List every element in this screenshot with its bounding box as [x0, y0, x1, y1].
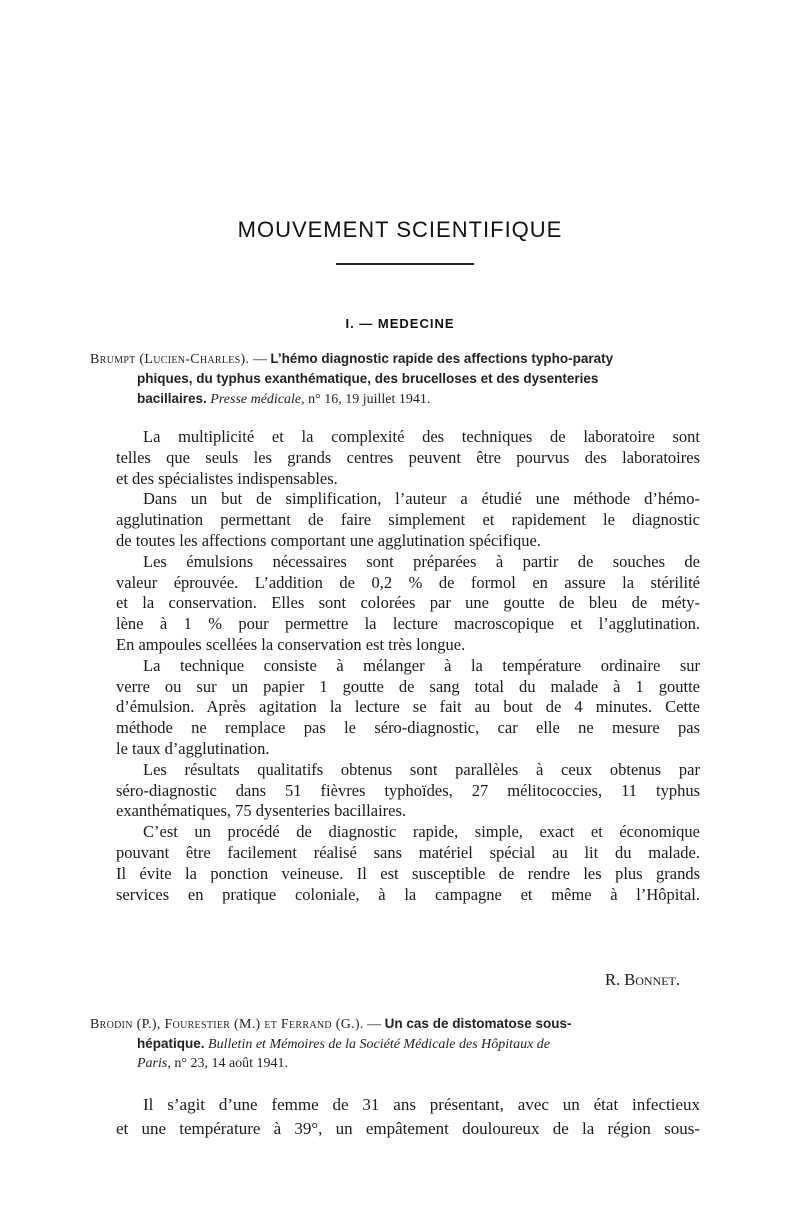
reference-line: [90, 389, 700, 409]
reference-title: Un cas de distomatose sous-: [384, 1016, 572, 1031]
reference-line: [90, 1034, 700, 1054]
reference-journal: Bulletin et Mémoires de la Société Médicale des Hôpitaux de: [208, 1037, 550, 1052]
author-signature: R. Bonnet.: [604, 970, 680, 989]
reference-line: [90, 349, 700, 369]
paragraph-line: valeur éprouvée. L’addition de 0,2 % de formol en assure la stérilité: [116, 572, 700, 592]
reference-author: Brumpt (Lucien-Charles).: [90, 352, 250, 367]
reference-line: [90, 1054, 700, 1073]
paragraph-line: exanthématiques, 75 dysenteries bacillaires.: [116, 801, 407, 821]
reference-title: phiques, du typhus exanthématique, des brucelloses et des dysenteries: [137, 371, 599, 386]
article1-reference: [90, 349, 700, 409]
paragraph-line: et des spécialistes indispensables.: [116, 468, 338, 488]
paragraph-line: Il s’agit d’une femme de 31 ans présentant, avec un état infectieux: [143, 1095, 700, 1114]
paragraph-line: et la conservation. Elles sont colorées par une goutte de bleu de méty-: [116, 593, 700, 613]
reference-line: [90, 369, 700, 389]
paragraph-line: C’est un procédé de diagnostic rapide, simple, exact et économique: [143, 822, 700, 842]
reference-details: n° 23, 14 août 1941.: [170, 1056, 289, 1071]
article2-body: [116, 1093, 700, 1141]
paragraph-line: Il évite la ponction veineuse. Il est susceptible de rendre les plus grands: [116, 863, 700, 883]
article2-reference: [90, 1014, 700, 1073]
reference-journal: Presse médicale,: [210, 392, 305, 407]
paragraph-line: de toutes les affections comportant une agglutination spécifique.: [116, 530, 541, 550]
title-divider: [336, 263, 474, 265]
reference-line: [90, 1014, 700, 1034]
paragraph-line: services en pratique coloniale, à la campagne et même à l’Hôpital.: [116, 884, 700, 904]
paragraph-line: pouvant être facilement réalisé sans matériel spécial au lit du malade.: [116, 842, 700, 862]
paragraph-line: et une température à 39°, un empâtement douloureux de la région sous-: [116, 1119, 700, 1138]
paragraph-line: le taux d’agglutination.: [116, 738, 270, 758]
reference-authors: Brodin (P.), Fourestier (M.) et Ferrand (G.).: [90, 1017, 364, 1032]
paragraph-line: séro-diagnostic dans 51 fièvres typhoïdes, 27 mélitococcies, 11 typhus: [116, 780, 700, 800]
paragraph-line: telles que seuls les grands centres peuvent être pourvus des laboratoires: [116, 447, 700, 467]
paragraph-line: agglutination permettant de faire simplement et rapidement le diagnostic: [116, 510, 700, 530]
paragraph-line: Les émulsions nécessaires sont préparées à partir de souches de: [143, 551, 700, 571]
reference-dash: —: [249, 352, 271, 367]
paragraph-line: La technique consiste à mélanger à la température ordinaire sur: [143, 655, 700, 675]
section-heading: I. — MEDECINE: [345, 316, 455, 331]
paragraph-line: Les résultats qualitatifs obtenus sont parallèles à ceux obtenus par: [143, 759, 700, 779]
reference-title: bacillaires.: [137, 391, 207, 406]
reference-title: L’hémo diagnostic rapide des affections typho-paraty: [270, 351, 614, 366]
paragraph-line: méthode ne remplace pas le séro-diagnostic, car elle ne mesure pas: [116, 718, 700, 738]
reference-journal: Paris,: [137, 1056, 171, 1071]
paragraph-line: d’émulsion. Après agitation la lecture se fait au bout de 4 minutes. Cette: [116, 697, 700, 717]
reference-title: hépatique.: [137, 1036, 205, 1051]
paragraph-line: Dans un but de simplification, l’auteur a étudié une méthode d’hémo-: [143, 489, 700, 509]
reference-dash: —: [363, 1017, 385, 1032]
reference-details: n° 16, 19 juillet 1941.: [304, 392, 431, 407]
paragraph-line: En ampoules scellées la conservation est très longue.: [116, 634, 466, 654]
paragraph-line: lène à 1 % pour permettre la lecture macroscopique et l’agglutination.: [116, 614, 700, 634]
paragraph-line: La multiplicité et la complexité des techniques de laboratoire sont: [143, 427, 700, 446]
paragraph-line: verre ou sur un papier 1 goutte de sang total du malade à 1 goutte: [116, 676, 700, 696]
article1-body: [116, 427, 700, 905]
page-title: MOUVEMENT SCIENTIFIQUE: [237, 217, 563, 242]
